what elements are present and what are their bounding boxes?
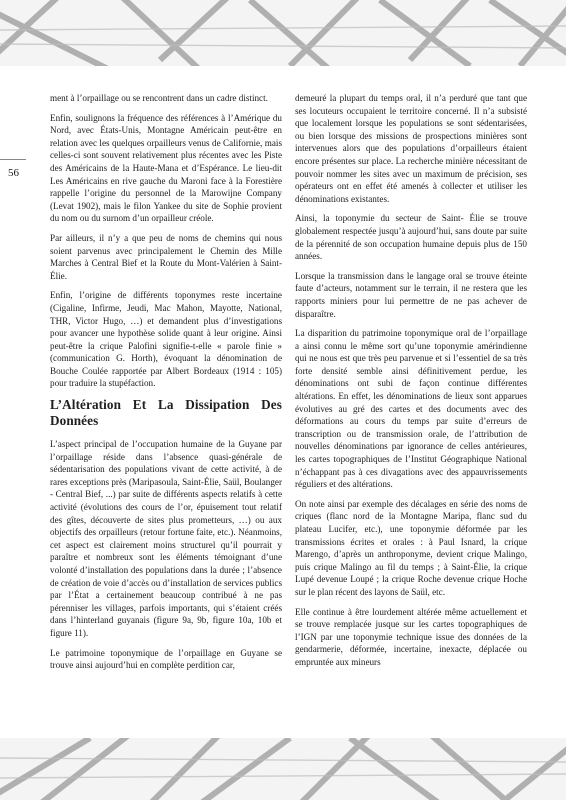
decorative-header-band: [0, 0, 566, 66]
section-heading: L’Altération Et La Dissipation Des Données: [50, 397, 282, 429]
woven-pattern-top: [0, 0, 566, 66]
page-number: 56: [8, 167, 19, 179]
decorative-footer-band: [0, 738, 566, 800]
left-column: [50, 92, 282, 679]
paragraph: On note ainsi par exemple des décalages en série des noms de criques (flanc nord de la Montagne Maripa, flanc sud du plateau Lucifer, etc.), une toponymie déformée par les transmissions écrites et orales : à Paul Isnard, la crique Marengo, d’après un anthroponyme, devient crique Malingo, puis crique Malingo au fil du temps ; à Saint-Élie, la crique Lupé devenue Loupé ; la crique Roche devenue crique Hoche sur le plan récent des layons de Saül, etc.: [295, 498, 527, 597]
paragraph: ment à l’orpaillage ou se rencontrent dans un cadre distinct.: [50, 93, 268, 103]
right-column: [295, 92, 527, 676]
paragraph: demeuré la plupart du temps oral, il n’a perduré que tant que ses locuteurs occupaient le territoire concerné. Il n’a subsisté que localement lorsque les populations se sont sédentarisées, ou bien lorsque des missions de prospections minières sont intervenues alors que des populations d’orpailleurs étaient encore présentes sur place. La recherche minière nécessitant de pouvoir nommer les sites avec un maximum de précision, ses opérateurs ont en effet été amenés à collecter et utiliser les dénominations existantes.: [295, 93, 527, 204]
paragraph: Le patrimoine toponymique de l’orpaillage en Guyane se trouve ainsi aujourd’hui en complète perdition car,: [50, 647, 282, 671]
paragraph: Elle continue à être lourdement altérée même actuellement et se trouve remplacée jusque sur les cartes topographiques de l’IGN par une toponymie technique issue des données de la gendarmerie, déformée, incertaine, inexacte, déplacée ou empruntée aux mineurs: [295, 606, 527, 667]
paragraph: Ainsi, la toponymie du secteur de Saint- Élie se trouve globalement respectée jusqu’à aujourd’hui, sans doute par suite de la pérennité de son occupation humaine depuis plus de 150 années.: [295, 213, 527, 262]
paragraph: Enfin, soulignons la fréquence des références à l’Amérique du Nord, avec États-Unis, Montagne Américain peut-être en relation avec les quelques orpailleurs venus de Californie, mais celles-ci sont souvent relativement plus récentes avec les Piste des Américains de la Haute-Mana et d’Espérance. Le lieu-dit Les Américains en rive gauche du Maroni face à la Forestière rappelle l’origine du personnel de la Marowijne Company (Levat 1902), mais le filon Yankee du site de Sophie provient du nom ou du surnom d’un orpailleur créole.: [50, 112, 282, 224]
paragraph: Enfin, l’origine de différents toponymes reste incertaine (Cigaline, Infirme, Jeudi, Mac Mahon, Mayotte, National, THR, Victor Hugo, …) et demandent plus d’investigations pour avancer une hypothèse solide quant à leur origine. Ainsi peut-être la crique Palofini signifie-t-elle « parole finie » (communication G. Horth), évoquant la dénomination de Bouche Coulée rapportée par Albert Bordeaux (1914 : 105) pour traduire la stupéfaction.: [50, 290, 282, 389]
paragraph: Lorsque la transmission dans le langage oral se trouve éteinte faute d’acteurs, notamment sur le terrain, il ne restera que les rapports miniers pour lui permettre de ne pas achever de disparaître.: [295, 270, 527, 319]
woven-pattern-bottom: [0, 738, 566, 800]
paragraph: La disparition du patrimoine toponymique oral de l’orpaillage a ainsi connu le même sort qu’une toponymie amérindienne qui ne nous est que très peu parvenue et si l’essentiel de sa très forte densité semble ainsi définitivement perdue, les dénominations ont subi de façon continue différentes altérations. En effet, les dénominations de lieux sont apparues évolutives au gré des cartes et des documents avec des déformations au cours du temps par suite d’erreurs de transcription ou de transmission orale, de l’attribution de nouvelles dénominations par ignorance de celles antérieures, les cartes topographiques de l’Institut Géographique National n’échappant pas à ces divagations avec des appauvrissements réguliers et des altérations.: [295, 328, 527, 490]
margin-rule: [0, 159, 26, 160]
paragraph: L’aspect principal de l’occupation humaine de la Guyane par l’orpaillage réside dans l’absence quasi-générale de sédentarisation des populations vivant de cette activité, à de rares exceptions près (Maripasoula, Saint-Élie, Saül, Boulanger - Central Bief, ...) par suite de différents aspects relatifs à cette activité (évolutions des cours de l’or, épuisement tout relatif des gîtes, découverte de sites plus prometteurs, …) ou aux objectifs des orpailleurs (retour fortune faite, etc.). Néanmoins, cet aspect est clairement moins structurel qu’il pourrait y paraître et nombreux sont les éléments témoignant d’une volonté d’installation des populations dans la durée ; l’absence de création de voie d’accès ou d’installation de services publics par l’État a certainement beaucoup contribué à ne pas pérenniser les villages, parfois importants, qui s’étaient créés dans l’hinterland guyanais (figure 9a, 9b, figure 10a, 10b et figure 11).: [50, 439, 282, 638]
paragraph: Par ailleurs, il n’y a que peu de noms de chemins qui nous soient parvenus avec principalement le Chemin des Mille Marches à Central Bief et la Route du Mont-Valérien à Saint-Élie.: [50, 232, 282, 281]
